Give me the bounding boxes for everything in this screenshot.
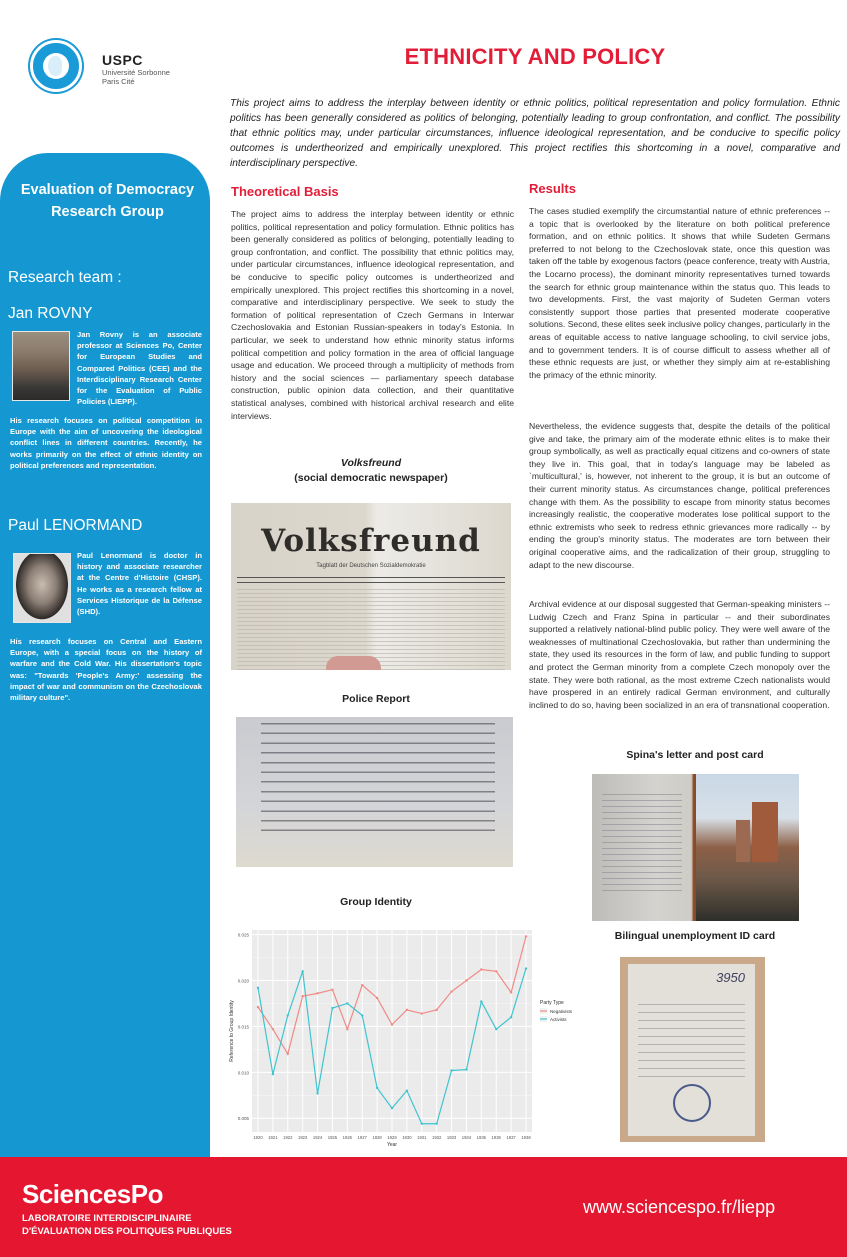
x-tick-label: 1920 (253, 1135, 263, 1140)
data-point-negativists (406, 1009, 408, 1011)
data-point-activists (480, 1000, 482, 1002)
data-point-activists (465, 1068, 467, 1070)
volksfreund-title: Volksfreund (340, 457, 402, 469)
data-point-activists (525, 967, 527, 969)
volksfreund-newspaper-image (231, 503, 511, 670)
uspc-logo (102, 52, 170, 86)
data-point-negativists (465, 979, 467, 981)
x-tick-label: 1931 (417, 1135, 427, 1140)
x-tick-label: 1928 (372, 1135, 382, 1140)
legend-label-negativists: Negativists (550, 1009, 573, 1014)
handwritten-lines (602, 794, 682, 894)
uspc-mark: USPC (102, 52, 143, 68)
profile-head-icon (48, 56, 62, 76)
y-tick-label: 0.015 (237, 1024, 249, 1030)
x-tick-label: 1933 (446, 1135, 457, 1140)
x-tick-label: 1932 (432, 1135, 442, 1140)
sciencespo-logo: SciencesPo (22, 1179, 163, 1209)
data-point-negativists (361, 984, 363, 986)
data-point-activists (450, 1069, 452, 1071)
data-point-negativists (510, 991, 512, 993)
x-tick-label: 1936 (491, 1135, 501, 1140)
group-title: Evaluation of Democracy Research Group (20, 182, 195, 220)
data-point-negativists (376, 997, 378, 999)
data-point-negativists (421, 1012, 423, 1014)
data-point-negativists (495, 970, 497, 972)
results-heading: Results (529, 181, 576, 196)
data-point-activists (495, 1028, 497, 1030)
data-point-negativists (450, 990, 452, 992)
police-report-caption: Police Report (342, 693, 410, 705)
data-point-negativists (301, 995, 303, 997)
data-point-activists (435, 1123, 437, 1125)
x-tick-label: 1922 (283, 1135, 293, 1140)
research-team-sidebar (0, 153, 210, 1157)
x-tick-label: 1921 (268, 1135, 278, 1140)
x-tick-label: 1930 (402, 1135, 412, 1140)
data-point-activists (406, 1089, 408, 1091)
data-point-activists (331, 1007, 333, 1009)
volksfreund-subtitle: (social democratic newspaper) (294, 472, 448, 484)
investissements-avenir-logo (30, 40, 82, 92)
data-point-activists (421, 1123, 423, 1125)
idcard-caption: Bilingual unemployment ID card (614, 930, 776, 942)
x-tick-label: 1934 (461, 1135, 472, 1140)
data-point-negativists (435, 1009, 437, 1011)
x-tick-label: 1929 (387, 1135, 397, 1140)
x-tick-label: 1938 (521, 1135, 531, 1140)
data-point-activists (257, 987, 259, 989)
results-paragraph-3: Archival evidence at our disposal suggested that German-speaking ministers -- Ludwig Czech and Franz Spina in particular -- and their subordinates supported a relatively national-blind public policy. They were well aware of the weaknesses of multinational Czechoslovakia, but rather than undermining the state, they used its resources in the form of law, and public funding to support and protect the German minority from a complete Czech monopoly over the state. They were both rational, as the most extreme Czech nationalists would have prospered in an entirely radical German environment, and culturally inclined to do so, having been socialized in an era of transnational cooperation. (529, 599, 830, 710)
data-point-negativists (331, 988, 333, 990)
photo-jan-rovny (12, 331, 70, 401)
x-tick-label: 1927 (357, 1135, 367, 1140)
data-point-negativists (272, 1028, 274, 1030)
lab-name-line2: D'ÉVALUATION DES POLITIQUES PUBLIQUES (22, 1226, 232, 1237)
data-point-negativists (391, 1023, 393, 1025)
idcard-paper (628, 964, 755, 1136)
data-point-activists (391, 1107, 393, 1109)
volksfreund-caption (231, 456, 511, 486)
legend-title: Party Type (540, 1000, 564, 1006)
x-axis-label: Year (386, 1142, 398, 1148)
unemployment-idcard-image (620, 957, 765, 1142)
team-heading: Research team : (8, 269, 122, 286)
y-tick-label: 0.010 (237, 1070, 249, 1076)
castle-tower-small (736, 820, 750, 862)
newspaper-rule (237, 577, 505, 583)
data-point-negativists (480, 968, 482, 970)
data-point-negativists (287, 1053, 289, 1055)
data-point-negativists (257, 1006, 259, 1008)
data-point-activists (316, 1092, 318, 1094)
theory-text: The project aims to address the interplay between identity or ethnic politics, political representation and policy formulation. Ethnic politics has been generally considered as politics of belonging, potentially leading to group confrontation, and conflict. The possibility that ethnic politics may, under particular circumstances, influence ideological representation, and be conducive to specific policy outcomes is undertheorized and empirically unexplored. This project rectifies this shortcoming in a novel, comparative and interdisciplinary perspective. We seek to study the formation of political representation of Czech Germans in Interwar Czechoslovakia and Estonian Russian-speakers in today's Estonia. In particular, we seek to understand how ethnic minority status informs political competition and policy formation in the area of official language usage and education. We proceed through a multiplicity of methods from history and the social sciences — parliamentary speech database construction, public opinion data collection, and their quantitative statistical analyses, combined with historical archival research and elite interviews. (231, 209, 514, 421)
results-paragraph-2: Nevertheless, the evidence suggests that, despite the details of the political give and take, the primary aim of the moderate ethnic elites is to make their group symbolically, as well as practically equal citizens and co-owners of state they live in. This goal, that in today's language may be labeled as `multicultural,' is, however, not inherent to the group, it is but an outcome of their current minority status. As circumstances change, political preferences change with them. As the possibility to escape from minority status becomes increasingly realistic, the cooperative moderates lose political support to the ethnic extremists who seek to redress ethnic grievances more radically -- by ending the group's minority status. The moderates are torn between their original cooperative aims, and the radicalization of their group, struggling to adapt to the new discourse. (529, 421, 830, 570)
x-tick-label: 1937 (506, 1135, 516, 1140)
x-tick-label: 1923 (298, 1135, 308, 1140)
data-point-negativists (346, 1028, 348, 1030)
newspaper-masthead: Volksfreund (261, 523, 481, 559)
intro-paragraph: This project aims to address the interplay between identity or ethnic politics, political representation and policy formulation. Ethnic politics has been generally considered as politics of belonging, potentially leading to group confrontation, and conflict. The possibility that ethnic politics may, under particular circumstances, influence ideological representation, and be conducive to specific policy outcomes is undertheorized and empirically unexplored. This project rectifies this shortcoming in a novel, comparative and interdisciplinary perspective. (230, 98, 840, 169)
bio-short-lenormand: Paul Lenormand is doctor in history and associate researcher at the Centre d'Histoire (CHSP). He works as a research fellow at Services Historique de la Défense (SHD). (77, 551, 202, 617)
legend-label-activists: Activists (550, 1017, 567, 1022)
x-tick-label: 1925 (327, 1135, 338, 1140)
member-name-lenormand: Paul LENORMAND (8, 517, 143, 534)
spina-caption: Spina's letter and post card (626, 749, 764, 761)
x-tick-label: 1926 (342, 1135, 352, 1140)
data-point-negativists (316, 992, 318, 994)
bio-long-rovny: His research focuses on political competition in Europe with the aim of uncovering the ideological conflict lines in different countries. Recently, he works primarily on the effect of ethnic identity on political preferences and representation. (10, 416, 202, 470)
data-point-activists (376, 1087, 378, 1089)
police-report-image (236, 717, 513, 867)
poster-title: ETHNICITY AND POLICY (404, 44, 666, 69)
x-tick-label: 1935 (476, 1135, 486, 1140)
photo-paul-lenormand (13, 553, 71, 623)
newspaper-tagline: Tagblatt der Deutschen Sozialdemokratie (316, 563, 426, 569)
y-tick-label: 0.020 (237, 978, 249, 984)
theory-heading: Theoretical Basis (231, 184, 339, 199)
data-point-activists (287, 1014, 289, 1016)
footer-band (0, 1157, 847, 1257)
stamp-seal-icon (673, 1084, 711, 1122)
x-tick-label: 1924 (312, 1135, 323, 1140)
results-paragraph-1: The cases studied exemplify the circumstantial nature of ethnic preferences -- a topic that is overlooked by the literature on both political preference formation, and on ethnic politics. It shows that while Sudeten Germans preferred to not belong to the Czechoslovak state, once this question was taken off the table by exogenous factors (peace conference, treaty with Austria, the Locarno process), the dominant minority representatives turned towards the search for ethnic group maintenance within the status quo. This leads to two developments. First, the vast majority of Sudeten German voters consistently support those parties that presented moderate cooperative solutions. Second, these elites seek inclusive policy changes, particularly in the areas of equitable access to native language schooling, to civil service jobs, and to government tenders. It is of course difficult to assess whether all of these ethnic requests are just, or whether they simply aim at re-establishing the primacy of the ethnic minority. (529, 206, 830, 380)
group-identity-caption: Group Identity (340, 896, 412, 908)
group-identity-chart (228, 926, 588, 1152)
member-name-rovny: Jan ROVNY (8, 305, 93, 322)
data-point-activists (510, 1016, 512, 1018)
spina-letter-image (592, 774, 700, 921)
idcard-form-lines (638, 1004, 745, 1079)
uspc-line2: Paris Cité (102, 77, 135, 86)
y-tick-label: 0.005 (237, 1116, 249, 1122)
data-point-negativists (525, 935, 527, 937)
idcard-number: 3950 (716, 970, 745, 985)
hand-fingers (326, 656, 381, 670)
lab-name-line1: LABORATOIRE INTERDISCIPLINAIRE (22, 1213, 192, 1224)
data-point-activists (272, 1073, 274, 1075)
castle-tower (752, 802, 778, 862)
y-axis-label: Reference to Group Identity (229, 1000, 235, 1062)
liepp-url-link[interactable]: www.sciencespo.fr/liepp (583, 1197, 776, 1217)
y-tick-label: 0.025 (237, 932, 249, 938)
bio-long-lenormand: His research focuses on Central and Eastern Europe, with a special focus on the history of warfare and the Cold War. His dissertation's topic was: "Towards 'People's Army:' assessing the impact of war and communism on the Czechoslovak military culture". (10, 637, 202, 703)
typed-text-lines (261, 723, 495, 835)
uspc-line1: Université Sorbonne (102, 68, 170, 77)
bio-short-rovny: Jan Rovny is an associate professor at Sciences Po, Center for European Studies and Compared Politics (CEE) and the Interdisciplinary Research Center for the Evaluation of Public Policies (LIEPP). (77, 330, 202, 407)
data-point-activists (361, 1014, 363, 1016)
data-point-activists (301, 970, 303, 972)
data-point-activists (346, 1002, 348, 1004)
spina-postcard-image (696, 774, 799, 921)
